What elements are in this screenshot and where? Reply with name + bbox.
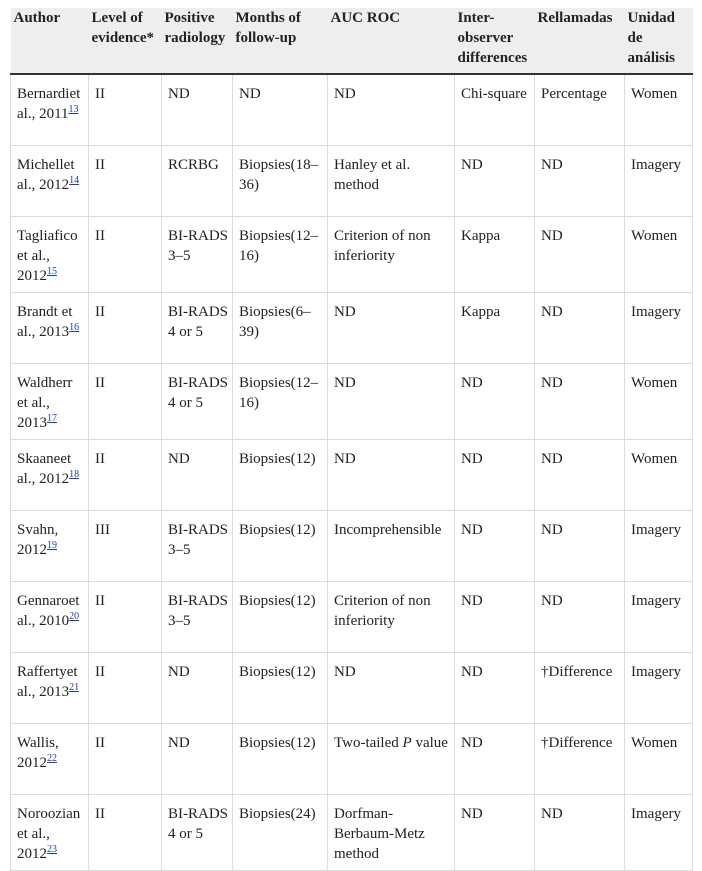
cell-radiology: ND <box>162 439 233 510</box>
cell-rellamadas: ND <box>535 510 625 581</box>
table-row <box>11 216 693 292</box>
header-level-of-evidence: Level of evidence* <box>89 8 162 74</box>
cell-auc: Incomprehensible <box>328 510 455 581</box>
cell-level: II <box>89 74 162 145</box>
cell-radiology: RCRBG <box>162 145 233 216</box>
header-inter-observer-differences: Inter-observer differences <box>455 8 535 74</box>
cell-level: II <box>89 363 162 439</box>
cell-months: Biopsies(6–39) <box>233 292 328 363</box>
reference-link[interactable]: 21 <box>69 681 80 693</box>
cell-months: Biopsies(12) <box>233 510 328 581</box>
cell-radiology: BI-RADS 3–5 <box>162 510 233 581</box>
header-auc-roc: AUC ROC <box>328 8 455 74</box>
cell-author <box>11 216 89 292</box>
cell-unidad: Women <box>625 74 693 145</box>
table-row <box>11 510 693 581</box>
cell-radiology: ND <box>162 74 233 145</box>
cell-unidad: Women <box>625 723 693 794</box>
cell-auc: ND <box>328 74 455 145</box>
cell-unidad: Imagery <box>625 652 693 723</box>
header-unidad-de-analisis: Unidad de análisis <box>625 8 693 74</box>
cell-level: II <box>89 723 162 794</box>
cell-auc: Criterion of non inferiority <box>328 216 455 292</box>
cell-auc: Criterion of non inferiority <box>328 581 455 652</box>
table-row <box>11 363 693 439</box>
cell-radiology: BI-RADS 4 or 5 <box>162 292 233 363</box>
cell-rellamadas: Percentage <box>535 74 625 145</box>
author-text: Brandt et al., 2013 <box>17 303 73 340</box>
cell-radiology: ND <box>162 652 233 723</box>
cell-author <box>11 794 89 870</box>
cell-auc: ND <box>328 439 455 510</box>
cell-radiology: BI-RADS 3–5 <box>162 581 233 652</box>
cell-inter: ND <box>455 794 535 870</box>
cell-months: Biopsies(12–16) <box>233 363 328 439</box>
author-text: Wallis, 2012 <box>17 734 59 771</box>
cell-inter: ND <box>455 145 535 216</box>
cell-rellamadas: ND <box>535 216 625 292</box>
header-rellamadas: Rellamadas <box>535 8 625 74</box>
cell-auc: ND <box>328 292 455 363</box>
auc-text-pre: Two-tailed <box>334 734 403 751</box>
cell-months: Biopsies(12–16) <box>233 216 328 292</box>
cell-author <box>11 145 89 216</box>
cell-author <box>11 652 89 723</box>
cell-rellamadas: ND <box>535 363 625 439</box>
header-months-of-follow-up: Months of follow-up <box>233 8 328 74</box>
table-row <box>11 581 693 652</box>
cell-unidad: Imagery <box>625 292 693 363</box>
header-positive-radiology: Positive radiology <box>162 8 233 74</box>
cell-rellamadas: †Difference <box>535 723 625 794</box>
cell-unidad: Imagery <box>625 794 693 870</box>
table-row <box>11 794 693 870</box>
table-row <box>11 723 693 794</box>
cell-unidad: Imagery <box>625 145 693 216</box>
cell-unidad: Women <box>625 439 693 510</box>
cell-inter: ND <box>455 363 535 439</box>
cell-months: Biopsies(18–36) <box>233 145 328 216</box>
author-text: Bernardiet al., 2011 <box>17 86 81 122</box>
cell-rellamadas: ND <box>535 794 625 870</box>
cell-inter: Kappa <box>455 216 535 292</box>
author-text: Waldherr et al., 2013 <box>17 374 73 431</box>
cell-months: Biopsies(12) <box>233 439 328 510</box>
cell-unidad: Imagery <box>625 510 693 581</box>
cell-months: Biopsies(24) <box>233 794 328 870</box>
cell-inter: ND <box>455 652 535 723</box>
cell-level: II <box>89 439 162 510</box>
cell-auc: ND <box>328 652 455 723</box>
reference-link[interactable]: 15 <box>47 265 57 277</box>
reference-link[interactable]: 14 <box>69 174 80 186</box>
reference-link[interactable]: 17 <box>47 412 57 424</box>
author-text: Raffertyet al., 2013 <box>17 663 78 700</box>
cell-level: II <box>89 652 162 723</box>
table-row <box>11 74 693 145</box>
cell-author <box>11 363 89 439</box>
cell-level: III <box>89 510 162 581</box>
cell-inter: ND <box>455 723 535 794</box>
table-row <box>11 145 693 216</box>
author-text: Tagliafico et al., 2012 <box>17 227 78 284</box>
cell-level: II <box>89 145 162 216</box>
studies-table <box>10 8 693 871</box>
cell-radiology: BI-RADS 4 or 5 <box>162 363 233 439</box>
cell-author <box>11 581 89 652</box>
cell-inter: ND <box>455 581 535 652</box>
table-row <box>11 292 693 363</box>
cell-rellamadas: ND <box>535 581 625 652</box>
reference-link[interactable]: 13 <box>68 104 79 115</box>
cell-rellamadas: †Difference <box>535 652 625 723</box>
cell-auc: Hanley et al. method <box>328 145 455 216</box>
cell-author <box>11 510 89 581</box>
cell-rellamadas: ND <box>535 145 625 216</box>
cell-inter: ND <box>455 439 535 510</box>
auc-text-post: value <box>411 734 448 751</box>
reference-link[interactable]: 16 <box>69 321 80 333</box>
cell-level: II <box>89 581 162 652</box>
cell-author <box>11 439 89 510</box>
cell-inter: Kappa <box>455 292 535 363</box>
reference-link[interactable]: 18 <box>69 468 80 480</box>
cell-unidad: Women <box>625 363 693 439</box>
cell-months: Biopsies(12) <box>233 652 328 723</box>
table-row <box>11 439 693 510</box>
reference-link[interactable]: 19 <box>47 539 57 551</box>
cell-months: Biopsies(12) <box>233 581 328 652</box>
cell-inter: Chi-square <box>455 74 535 145</box>
reference-link[interactable]: 23 <box>47 843 57 855</box>
cell-radiology: BI-RADS 4 or 5 <box>162 794 233 870</box>
cell-auc: ND <box>328 363 455 439</box>
cell-auc <box>328 723 455 794</box>
cell-author <box>11 292 89 363</box>
cell-auc: Dorfman-Berbaum-Metz method <box>328 794 455 870</box>
cell-unidad: Women <box>625 216 693 292</box>
cell-level: II <box>89 292 162 363</box>
auc-text-italic: P <box>402 734 412 751</box>
cell-radiology: BI-RADS 3–5 <box>162 216 233 292</box>
cell-author <box>11 723 89 794</box>
cell-inter: ND <box>455 510 535 581</box>
table-row <box>11 652 693 723</box>
reference-link[interactable]: 20 <box>69 610 80 622</box>
cell-rellamadas: ND <box>535 439 625 510</box>
reference-link[interactable]: 22 <box>47 752 57 764</box>
author-text: Noroozian et al., 2012 <box>17 805 81 862</box>
header-author: Author <box>11 8 89 74</box>
cell-radiology: ND <box>162 723 233 794</box>
cell-level: II <box>89 794 162 870</box>
author-text: Skaaneet al., 2012 <box>17 450 72 487</box>
cell-level: II <box>89 216 162 292</box>
cell-unidad: Imagery <box>625 581 693 652</box>
author-text: Michellet al., 2012 <box>17 156 75 193</box>
cell-author <box>11 74 89 145</box>
author-text: Svahn, 2012 <box>17 521 59 558</box>
cell-rellamadas: ND <box>535 292 625 363</box>
author-text: Gennaroet al., 2010 <box>17 592 80 629</box>
cell-months: Biopsies(12) <box>233 723 328 794</box>
header-row <box>11 8 693 74</box>
cell-months: ND <box>233 74 328 145</box>
